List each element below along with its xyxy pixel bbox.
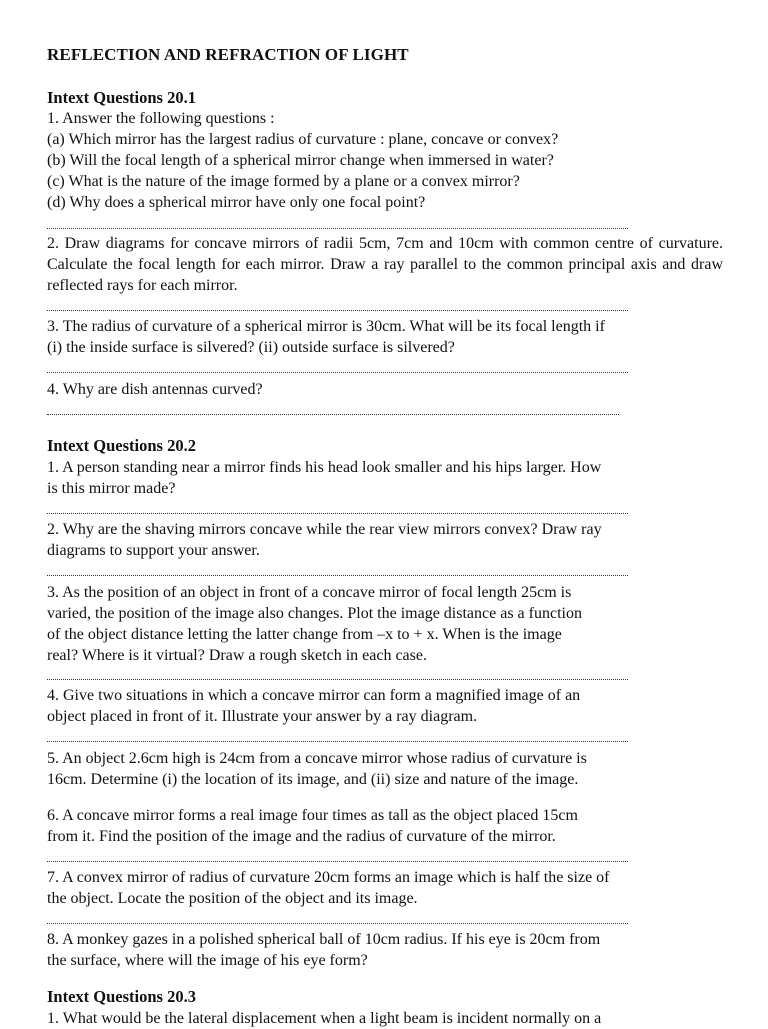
question-line: real? Where is it virtual? Draw a rough sketch in each case. <box>47 647 427 664</box>
question-20-2-2 <box>47 519 723 561</box>
question-line: the object. Locate the position of the object and its image. <box>47 890 418 907</box>
question-20-2-7 <box>47 867 723 909</box>
question-part-a: (a) Which mirror has the largest radius of curvature : plane, concave or convex? <box>47 131 559 148</box>
section-heading-20-3: Intext Questions 20.3 <box>47 987 196 1006</box>
question-20-2-3 <box>47 582 723 666</box>
page-title: REFLECTION AND REFRACTION OF LIGHT <box>47 45 409 64</box>
question-line: 7. A convex mirror of radius of curvature 20cm forms an image which is half the size of <box>47 869 610 886</box>
question-line: 3. As the position of an object in front of a concave mirror of focal length 25cm is <box>47 584 572 601</box>
question-20-1-4 <box>47 379 723 400</box>
question-line: 2. Why are the shaving mirrors concave while the rear view mirrors convex? Draw ray <box>47 521 602 538</box>
question-20-2-1 <box>47 457 723 499</box>
answer-line <box>47 218 628 229</box>
answer-line <box>47 503 628 514</box>
question-line: diagrams to support your answer. <box>47 542 260 559</box>
question-line: 1. What would be the lateral displacement when a light beam is incident normally on a <box>47 1010 602 1027</box>
question-20-3-1 <box>47 1008 723 1029</box>
answer-line <box>47 300 628 311</box>
section-heading-20-1: Intext Questions 20.1 <box>47 88 196 107</box>
question-line: 3. The radius of curvature of a spherical mirror is 30cm. What will be its focal length if <box>47 318 605 335</box>
question-line: 4. Why are dish antennas curved? <box>47 381 263 398</box>
question-line: 6. A concave mirror forms a real image four times as tall as the object placed 15cm <box>47 807 578 824</box>
question-intro: 1. Answer the following questions : <box>47 110 275 127</box>
question-line: varied, the position of the image also changes. Plot the image distance as a function <box>47 605 582 622</box>
question-20-1-1 <box>47 108 723 213</box>
question-line: of the object distance letting the latter change from –x to + x. When is the image <box>47 626 562 643</box>
answer-line <box>47 565 628 576</box>
answer-line <box>47 362 628 373</box>
question-part-b: (b) Will the focal length of a spherical mirror change when immersed in water? <box>47 152 554 169</box>
question-20-1-3 <box>47 316 723 358</box>
question-line: the surface, where will the image of his eye form? <box>47 952 368 969</box>
question-line: 8. A monkey gazes in a polished spherical ball of 10cm radius. If his eye is 20cm from <box>47 931 601 948</box>
question-20-1-2: 2. Draw diagrams for concave mirrors of radii 5cm, 7cm and 10cm with common centre of curvature. Calculate the focal length for each mirror. Draw a ray parallel to the common principal axis and draw reflected rays for each mirror. <box>47 235 723 294</box>
answer-line <box>47 669 628 680</box>
question-line: (i) the inside surface is silvered? (ii) outside surface is silvered? <box>47 339 455 356</box>
question-20-2-4 <box>47 685 723 727</box>
answer-line <box>47 731 628 742</box>
question-part-c: (c) What is the nature of the image formed by a plane or a convex mirror? <box>47 173 520 190</box>
question-line: is this mirror made? <box>47 480 176 497</box>
question-line: 16cm. Determine (i) the location of its image, and (ii) size and nature of the image. <box>47 771 579 788</box>
answer-line <box>47 404 619 415</box>
question-line: object placed in front of it. Illustrate your answer by a ray diagram. <box>47 708 478 725</box>
question-line: 1. A person standing near a mirror finds his head look smaller and his hips larger. How <box>47 459 602 476</box>
question-20-2-6 <box>47 805 723 847</box>
answer-line <box>47 851 628 862</box>
question-line: from it. Find the position of the image and the radius of curvature of the mirror. <box>47 828 556 845</box>
question-20-2-5 <box>47 748 723 790</box>
question-line: 4. Give two situations in which a concave mirror can form a magnified image of an <box>47 687 581 704</box>
answer-line <box>47 913 628 924</box>
question-line: 5. An object 2.6cm high is 24cm from a concave mirror whose radius of curvature is <box>47 750 587 767</box>
section-heading-20-2: Intext Questions 20.2 <box>47 436 196 455</box>
question-part-d: (d) Why does a spherical mirror have only one focal point? <box>47 194 426 211</box>
question-20-2-8 <box>47 929 723 971</box>
